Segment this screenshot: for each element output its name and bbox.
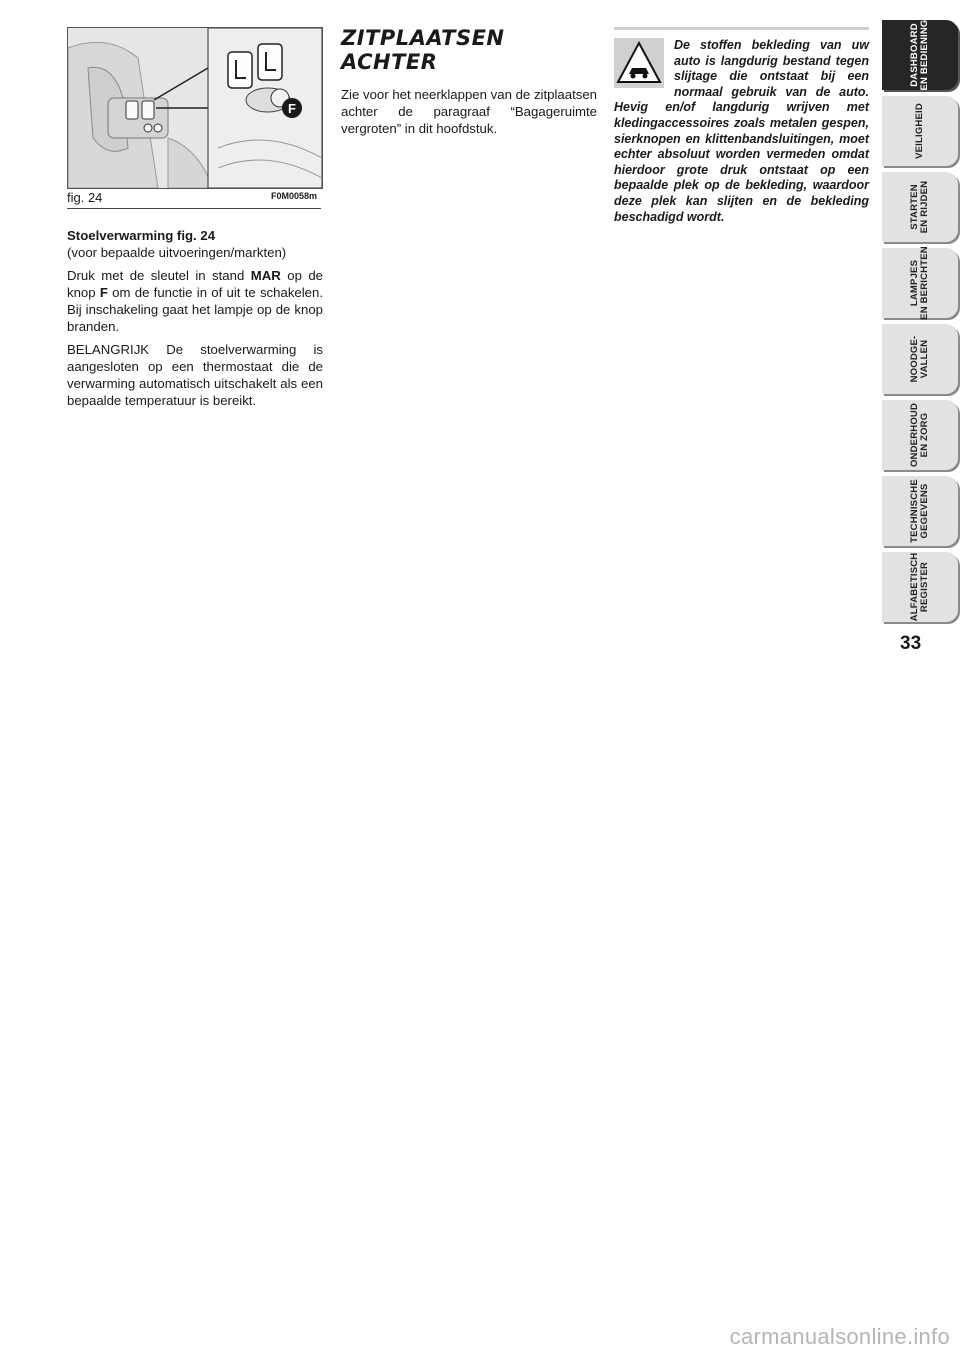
watermark: carmanualsonline.info [729,1324,950,1349]
tab-label: NOODGE- VALLEN [909,335,930,383]
tab-starten[interactable] [882,172,958,242]
tab-label: TECHNISCHE GEGEVENS [909,479,930,543]
important-paragraph: BELANGRIJK De stoelverwarming is aangesloten op een thermostaat die de verwarming automatisch uitschakelt als een bepaalde temperatuur is bereikt. [67,342,323,408]
warning-top-rule [614,27,869,30]
tab-lampjes[interactable] [882,248,958,318]
tab-technische[interactable] [882,476,958,546]
figure-code: F0M0058m [270,191,317,201]
seat-button-left-icon [228,52,252,88]
section-heading: Stoelverwarming fig. 24 [67,228,216,243]
tab-label: ONDERHOUD EN ZORG [909,402,930,468]
p1-text-end: om de functie in of uit te schakelen. Bij inschakeling gaat het lampje op de knop branden. [67,285,324,334]
figure-caption [67,190,321,209]
tab-label: ALFABETISCH REGISTER [909,552,930,622]
rear-seats-body: Zie voor het neerklappen van de zitplaatsen achter de paragraaf “Bagageruimte vergroten” in dit hoofdstuk. [341,87,597,136]
tab-noodgevallen[interactable] [882,324,958,394]
p1-text-start: Druk met de sleutel in stand [67,268,251,283]
tab-label: STARTEN EN RIJDEN [909,180,930,234]
tab-label: LAMPJES EN BERICHTEN [909,246,930,320]
seat-button-right-icon [258,44,282,80]
instruction-paragraph [67,267,323,335]
section-subheading: (voor bepaalde uitvoeringen/markten) [67,245,287,260]
page-number: 33 [900,633,922,654]
callout-f-label: F [288,101,296,116]
tab-veiligheid[interactable] [882,96,958,166]
figure-number: fig. 24 [67,190,103,205]
tab-label: VEILIGHEID [914,103,925,159]
rear-seats-section [341,26,597,137]
tab-label: DASHBOARD EN BEDIENING [909,19,930,91]
tab-dashboard[interactable] [882,20,958,90]
tab-register[interactable] [882,552,958,622]
button-f-reference: F [99,285,108,300]
console-illustration [68,28,322,188]
seat-heating-figure [67,27,323,189]
tab-onderhoud[interactable] [882,400,958,470]
key-position-mar: MAR [250,268,281,283]
section-title: ZITPLAATSEN ACHTER [341,26,505,74]
seat-heating-section [67,227,323,415]
warning-note [614,27,869,225]
warning-text: De stoffen bekleding van uw auto is langdurig bestand tegen slijtage die ontstaat bij een normaal gebruik van de auto. Hevig en/of langdurig wrijven met kledingaccessoires zoals metalen gespen, sierknopen en klittenbandsluitingen, moet echter absoluut worden vermeden omdat hierdoor grote druk ontstaat op een bepaalde plek op de bekleding, waardoor deze plek kan slijten en de bekleding beschadigd wordt. [614,38,869,224]
caution-car-icon [614,38,664,88]
p1-text-mid: op de knop [67,268,324,300]
